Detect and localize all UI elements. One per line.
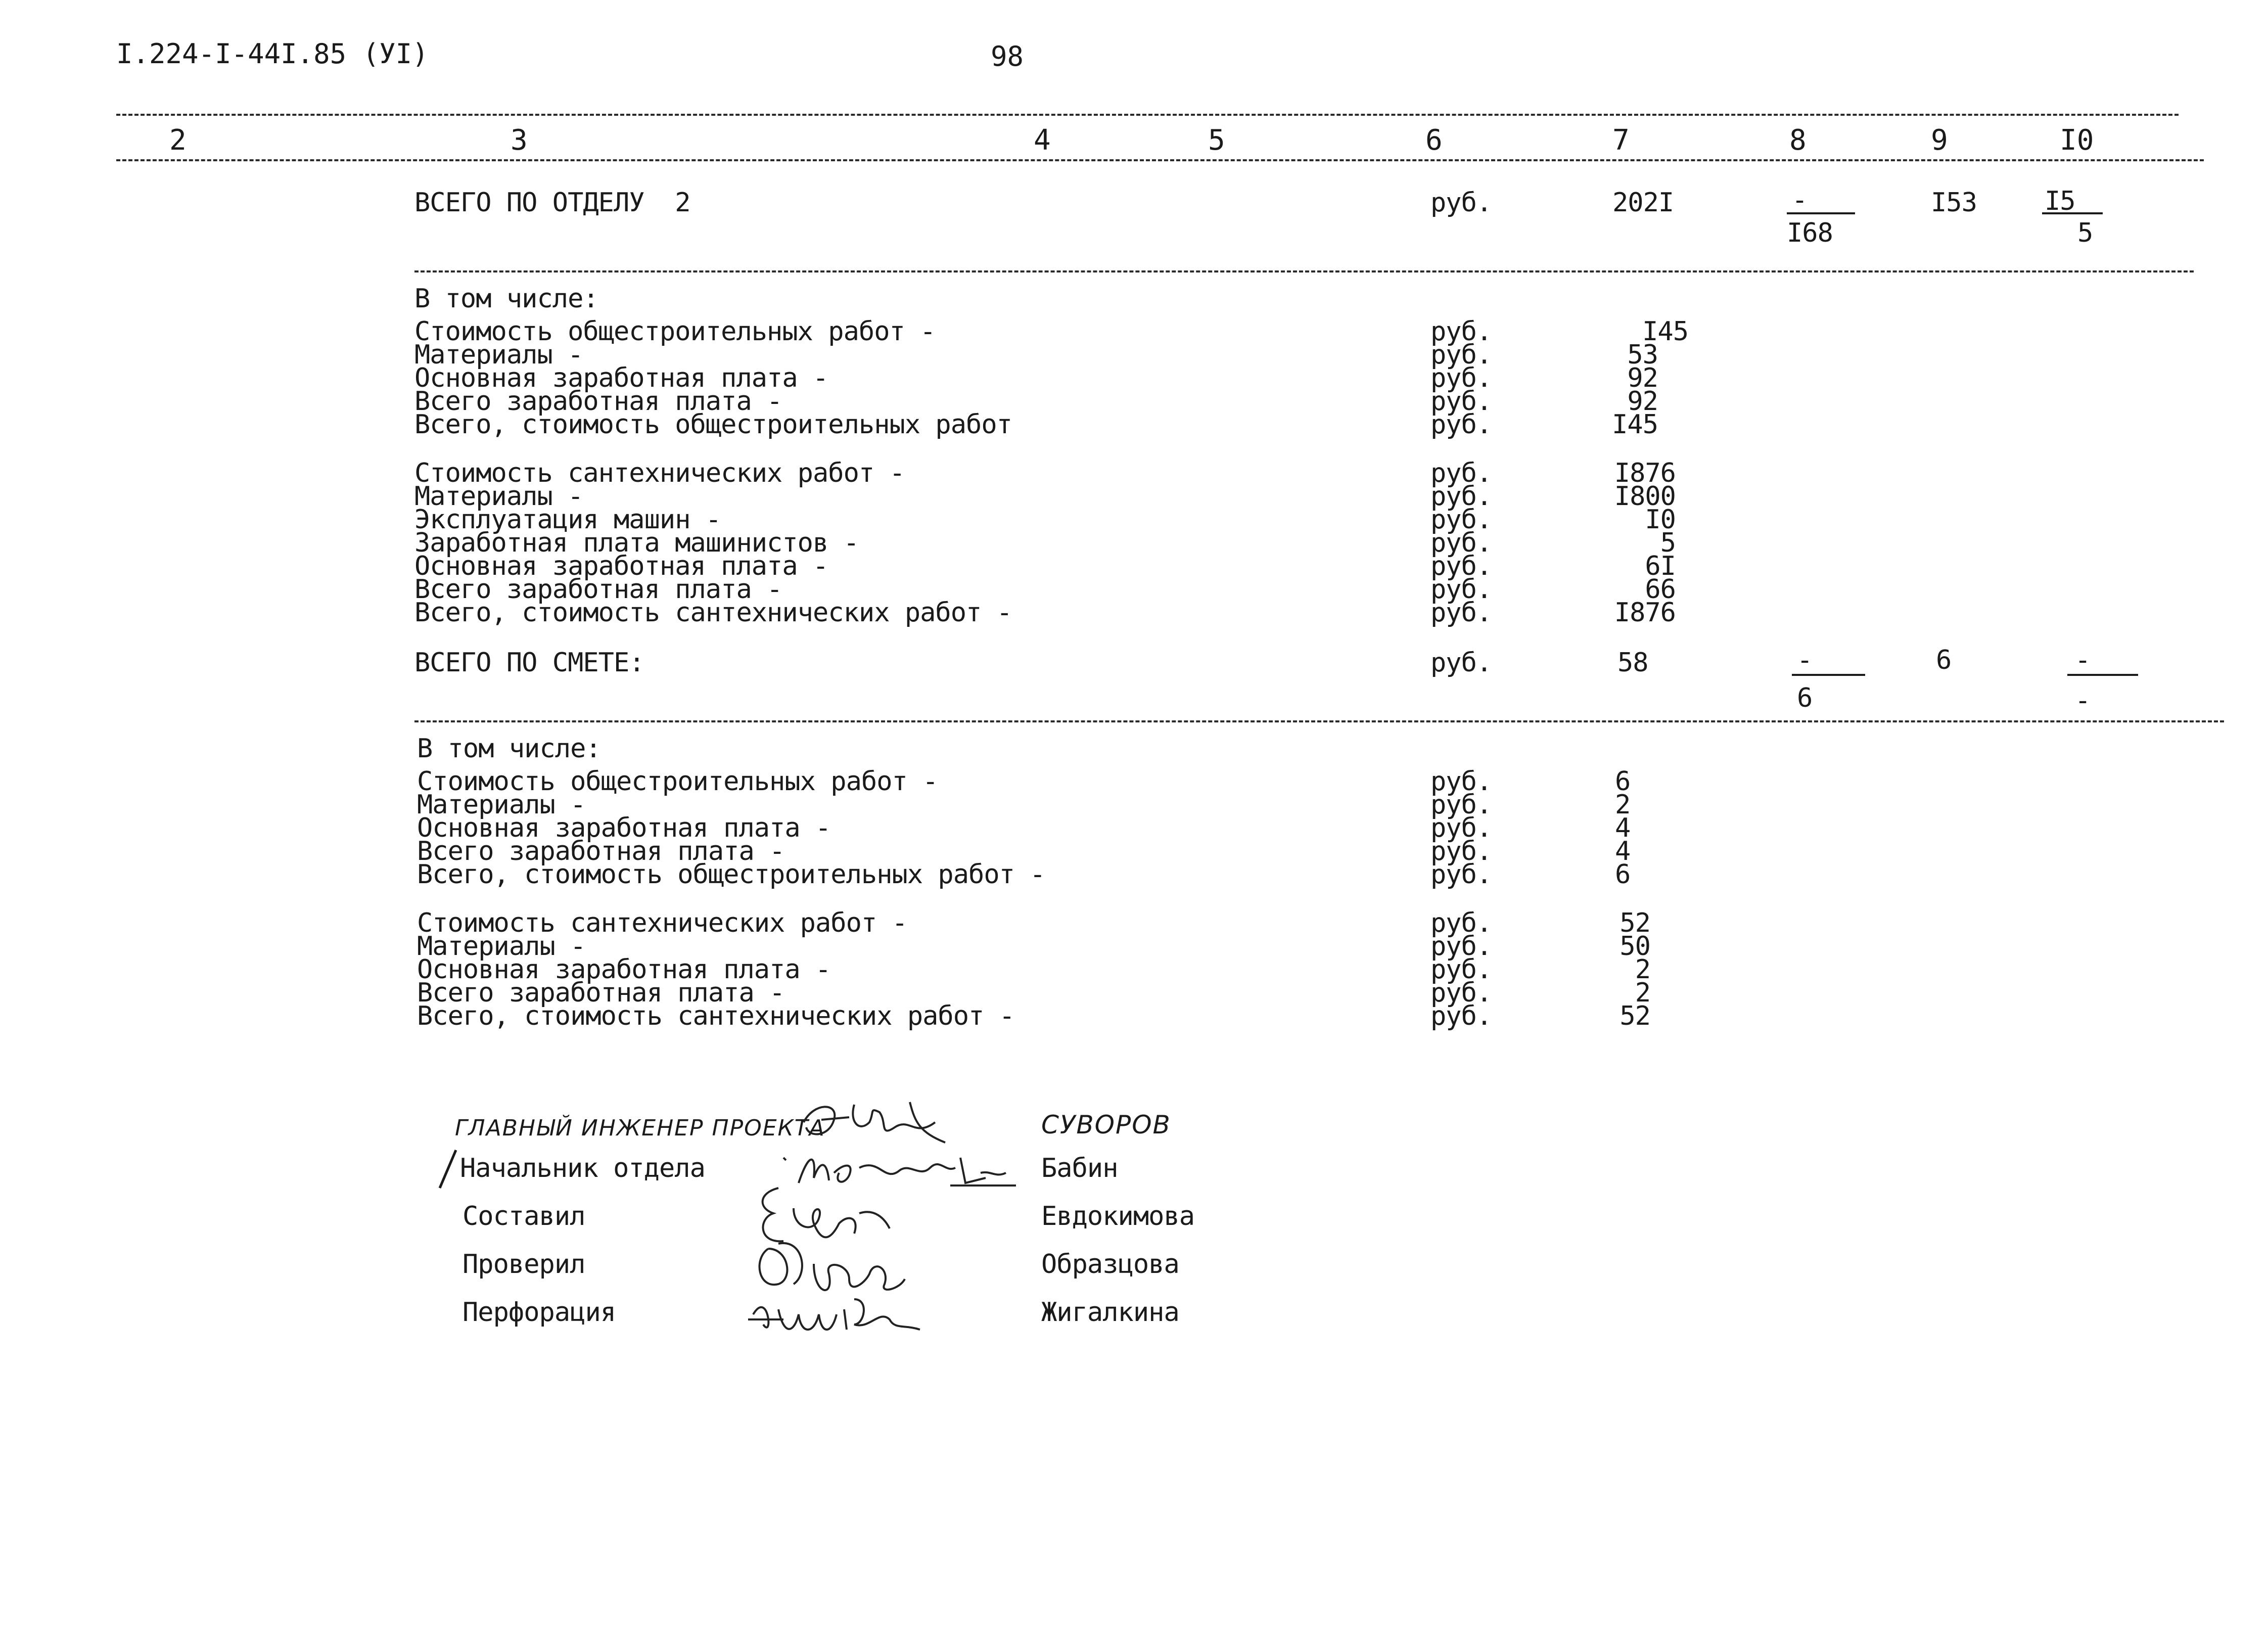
breakdown-row-unit: руб.	[1430, 598, 1492, 628]
breakdown-row-label: Основная заработная плата -	[414, 363, 828, 393]
breakdown-row-value: 2	[1635, 978, 1650, 1008]
breakdown-row-value: 6	[1615, 766, 1631, 797]
breakdown-row-unit: руб.	[1430, 458, 1492, 488]
column-number-9: 9	[1931, 124, 1948, 157]
signature-role: Перфорация	[462, 1297, 616, 1328]
signature-role: Проверил	[462, 1249, 585, 1280]
breakdown-row-unit: руб.	[1430, 859, 1492, 890]
breakdown-row-label: Всего, стоимость общестроительных работ -	[417, 859, 1045, 890]
page-number: 98	[991, 40, 1024, 72]
breakdown-row-label: Всего заработная плата -	[414, 386, 782, 417]
breakdown-row-value: I45	[1642, 316, 1688, 347]
signature-name: Бабин	[1041, 1153, 1118, 1183]
signature-name: СУВОРОВ	[1041, 1110, 1171, 1139]
breakdown-row-value: 6I	[1645, 551, 1676, 581]
department-total-col10-top: I5	[2045, 186, 2075, 216]
estimate-total-col8-fraction-line	[1792, 674, 1865, 676]
department-total-col8-bottom: I68	[1787, 218, 1833, 248]
signature-name: Жигалкина	[1041, 1297, 1179, 1328]
breakdown-row-label: Материалы -	[417, 931, 586, 962]
breakdown-row-label: Материалы -	[417, 790, 586, 820]
column-number-5: 5	[1208, 124, 1225, 157]
breakdown-row-label: Всего заработная плата -	[414, 574, 782, 605]
breakdown-row-unit: руб.	[1430, 363, 1492, 393]
breakdown-row-unit: руб.	[1430, 813, 1492, 843]
signature-name: Образцова	[1041, 1249, 1179, 1280]
breakdown-row-label: Всего, стоимость сантехнических работ -	[414, 598, 1012, 628]
breakdown-row-value: 2	[1615, 790, 1631, 820]
breakdown-row-label: Всего заработная плата -	[417, 836, 785, 866]
breakdown-row-unit: руб.	[1430, 978, 1492, 1008]
breakdown-row-unit: руб.	[1430, 574, 1492, 605]
column-number-8: 8	[1789, 124, 1807, 157]
column-number-2: 2	[169, 124, 187, 157]
header-bottom-rule	[116, 159, 2204, 161]
department-total-col10-fraction-line	[2042, 212, 2103, 214]
breakdown-row-value: 92	[1627, 386, 1658, 417]
breakdown-row-label: Заработная плата машинистов -	[414, 528, 859, 558]
breakdown-row-value: I876	[1614, 458, 1676, 488]
breakdown-row-value: I800	[1614, 481, 1676, 512]
estimate-total-label: ВСЕГО ПО СМЕТЕ:	[414, 648, 644, 678]
department-section-rule	[414, 270, 2194, 272]
signature-role: Начальник отдела	[460, 1153, 705, 1183]
signature-perforation	[738, 1279, 930, 1350]
breakdown-row-label: Основная заработная плата -	[414, 551, 828, 581]
breakdown-row-value: 4	[1615, 813, 1631, 843]
column-number-10: I0	[2060, 124, 2094, 157]
breakdown-row-label: Эксплуатация машин -	[414, 505, 721, 535]
signature-role: ГЛАВНЫЙ ИНЖЕНЕР ПРОЕКТА	[455, 1115, 825, 1141]
breakdown-row-unit: руб.	[1430, 954, 1492, 985]
signature-role: Составил	[462, 1201, 585, 1232]
breakdown-row-label: Материалы -	[414, 481, 583, 512]
department-total-unit: руб.	[1430, 188, 1492, 218]
estimate-total-col10-bottom: -	[2075, 686, 2091, 716]
breakdown-row-unit: руб.	[1430, 908, 1492, 938]
breakdown-row-value: 5	[1660, 528, 1676, 558]
department-total-label: ВСЕГО ПО ОТДЕЛУ 2	[414, 188, 690, 218]
breakdown-row-value: 50	[1619, 931, 1650, 962]
breakdown-row-unit: руб.	[1430, 1001, 1492, 1031]
department-total-col9: I53	[1931, 188, 1977, 218]
column-number-7: 7	[1612, 124, 1630, 157]
estimate-total-col8-top: -	[1797, 645, 1813, 675]
breakdown-row-unit: руб.	[1430, 551, 1492, 581]
breakdown-row-unit: руб.	[1430, 340, 1492, 370]
breakdown-row-unit: руб.	[1430, 766, 1492, 797]
breakdown-row-label: Основная заработная плата -	[417, 954, 831, 985]
breakdown-row-label: Материалы -	[414, 340, 583, 370]
breakdown-row-label: Стоимость сантехнических работ -	[417, 908, 907, 938]
breakdown-row-value: I45	[1612, 409, 1658, 440]
breakdown-row-value: 4	[1615, 836, 1631, 866]
estimate-total-col10-top: -	[2075, 645, 2091, 675]
signature-name: Евдокимова	[1041, 1201, 1195, 1232]
breakdown-row-label: Стоимость сантехнических работ -	[414, 458, 905, 488]
column-number-3: 3	[511, 124, 528, 157]
column-number-6: 6	[1425, 124, 1443, 157]
breakdown-row-label: Всего заработная плата -	[417, 978, 785, 1008]
estimate-total-col10-fraction-line	[2067, 674, 2138, 676]
breakdown-row-value: 92	[1627, 363, 1658, 393]
document-code: I.224-I-44I.85 (УI)	[116, 38, 429, 70]
estimate-total-col7: 58	[1617, 648, 1648, 678]
breakdown-row-label: Основная заработная плата -	[417, 813, 831, 843]
department-total-col10-bottom: 5	[2077, 218, 2093, 248]
department-total-col8-fraction-line	[1787, 212, 1855, 214]
estimate-total-unit: руб.	[1430, 648, 1492, 678]
breakdown-row-label: Всего, стоимость сантехнических работ -	[417, 1001, 1014, 1031]
estimate-total-col9: 6	[1936, 645, 1952, 675]
breakdown-row-value: 66	[1645, 574, 1676, 605]
header-top-rule	[116, 114, 2179, 116]
breakdown-row-unit: руб.	[1430, 409, 1492, 440]
breakdown-row-value: 52	[1619, 908, 1650, 938]
breakdown-row-value: 53	[1627, 340, 1658, 370]
breakdown-row-value: 2	[1635, 954, 1650, 985]
breakdown-row-unit: руб.	[1430, 931, 1492, 962]
column-number-4: 4	[1034, 124, 1051, 157]
breakdown-row-label: Стоимость общестроительных работ -	[417, 766, 938, 797]
breakdown-row-value: 52	[1619, 1001, 1650, 1031]
breakdown-row-unit: руб.	[1430, 316, 1492, 347]
breakdown-row-unit: руб.	[1430, 481, 1492, 512]
breakdown-row-value: 6	[1615, 859, 1631, 890]
breakdown-row-unit: руб.	[1430, 836, 1492, 866]
breakdown-row-unit: руб.	[1430, 505, 1492, 535]
department-total-col7: 202I	[1612, 188, 1674, 218]
tick-mark-icon	[436, 1148, 461, 1193]
breakdown-row-value: I876	[1614, 598, 1676, 628]
breakdown-row-unit: руб.	[1430, 528, 1492, 558]
breakdown-row-label: Стоимость общестроительных работ -	[414, 316, 936, 347]
estimate-section-rule	[414, 720, 2224, 722]
breakdown-row-label: Всего, стоимость общестроительных работ	[414, 409, 1012, 440]
breakdown-row-unit: руб.	[1430, 790, 1492, 820]
estimate-breakdown-title: В том числе:	[417, 734, 601, 764]
breakdown-row-unit: руб.	[1430, 386, 1492, 417]
department-breakdown-title: В том числе:	[414, 284, 598, 314]
estimate-total-col8-bottom: 6	[1797, 683, 1813, 713]
breakdown-row-value: I0	[1645, 505, 1676, 535]
department-total-col8-top: -	[1792, 185, 1808, 215]
